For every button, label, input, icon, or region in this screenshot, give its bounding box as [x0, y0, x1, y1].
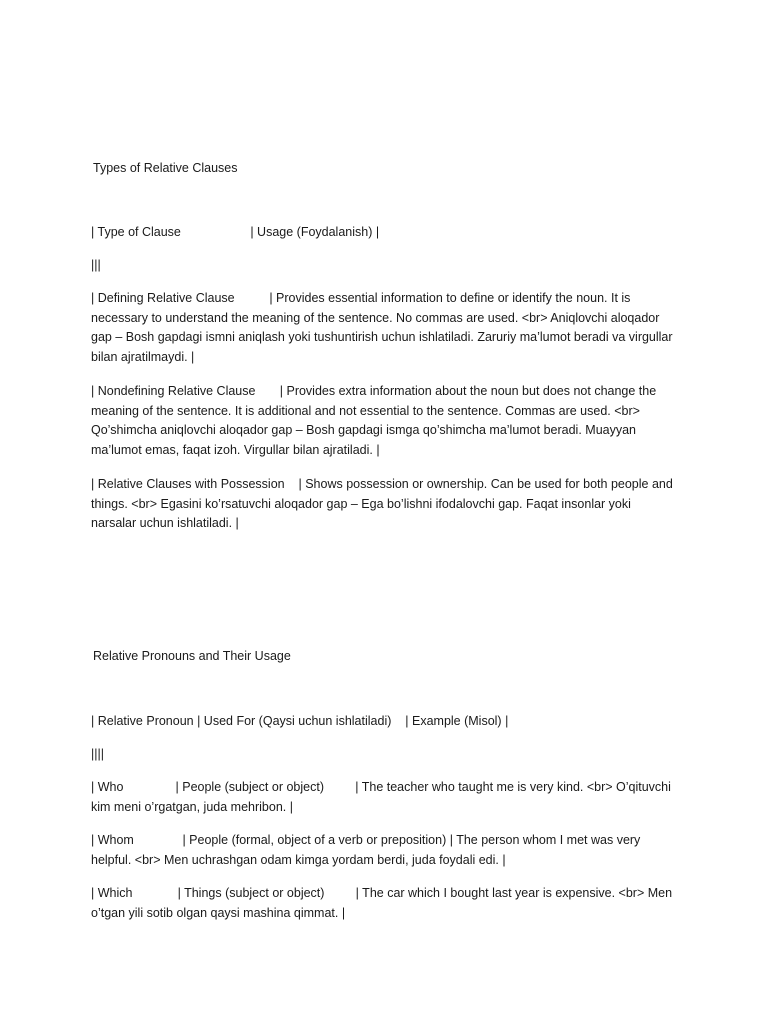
table-row: | Whom | People (formal, object of a verb or preposition) | The person whom I met was very helpful. <br> Men uchrashgan odam kimga yordam berdi, juda foydali edi. |: [91, 833, 644, 867]
table-row: | Relative Clauses with Possession | Shows possession or ownership. Can be used for both people and things. <br> Egasini ko’rsatuvchi aloqador gap – Ega bo’lishni ifodalovchi gap. Faqat insonlar yoki narsalar uchun ishlatiladi. |: [91, 477, 677, 531]
table-row: | Which | Things (subject or object) | The car which I bought last year is expensive. <br> Men o’tgan yili sotib olgan qaysi mashina qimmat. |: [91, 886, 676, 920]
table-row: | Nondefining Relative Clause | Provides extra information about the noun but does not change the meaning of the sentence. It is additional and not essential to the sentence. Commas are used. <br> Qo’shimcha aniqlovchi aloqador gap – Bosh gapdagi ismga qo’shimcha ma’lumot beradi. Muayyan ma’lumot emas, faqat izoh. Virgullar bilan ajratiladi. |: [91, 384, 660, 457]
section-heading-types: Types of Relative Clauses: [93, 161, 238, 175]
section-heading-pronouns: Relative Pronouns and Their Usage: [93, 649, 291, 663]
table-separator-row: |||: [91, 258, 101, 272]
table-row: | Who | People (subject or object) | The teacher who taught me is very kind. <br> O’qituvchi kim meni o’rgatgan, juda mehribon. |: [91, 780, 675, 814]
table-row: | Defining Relative Clause | Provides essential information to define or identify the noun. It is necessary to understand the meaning of the sentence. No commas are used. <br> Aniqlovchi aloqador gap – Bosh gapdagi ismni aniqlash yoki tushuntirish uchun ishlatiladi. Zaruriy ma’lumot beradi va virgullar bilan ajratilmaydi. |: [91, 291, 677, 364]
table-header-row: | Relative Pronoun | Used For (Qaysi uchun ishlatiladi) | Example (Misol) |: [91, 714, 509, 728]
table-separator-row: ||||: [91, 747, 104, 761]
table-header-row: | Type of Clause | Usage (Foydalanish) |: [91, 225, 380, 239]
